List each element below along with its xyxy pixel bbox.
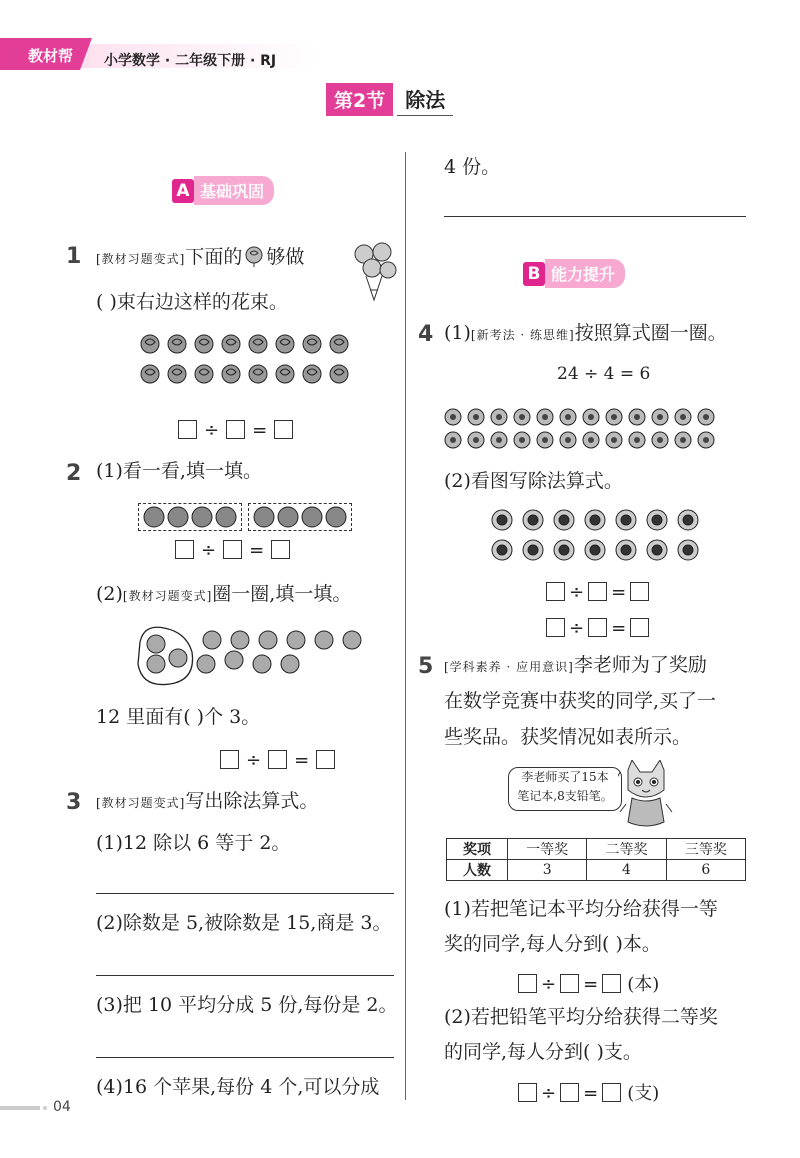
answer-box[interactable] [518,1083,537,1102]
q5-number: 5 [418,654,434,679]
dashed-group [138,503,242,531]
q4-equation-1: ÷ = [546,582,649,603]
table-header-cell: 奖项 [447,839,508,860]
rose-icon [165,333,190,357]
q3-part4-continued: 4 份。 [444,156,501,178]
section-name: 除法 [397,82,453,116]
q5-part2-a: (2)若把铅笔平均分给获得二等奖 [444,1006,718,1028]
rose-icon [246,333,271,357]
bubble-line2: 笔记本,8支铅笔。 [517,789,613,803]
q4-equation-2: ÷ = [546,618,649,639]
q1-tag: [教材习题变式] [96,252,186,266]
answer-box[interactable] [560,974,579,993]
answer-box[interactable] [178,420,197,439]
roses-grid [138,333,352,387]
table-cell: 3 [508,860,587,881]
q5-equation-2: ÷ = (支) [518,1079,659,1105]
section-a-title: 基础巩固 [194,176,274,205]
peach-icon [143,506,165,528]
q5-line2: 在数学竞赛中获奖的同学,买了一 [444,690,717,712]
q4-formula: 24 ÷ 4 = 6 [557,364,651,384]
bouquet-icon [350,240,398,304]
answer-box[interactable] [268,750,287,769]
q5-part1-a: (1)若把笔记本平均分给获得一等 [444,898,718,920]
section-a-badge [172,176,274,205]
q2-equation-2: ÷ = [220,750,335,771]
q3-part2: (2)除数是 5,被除数是 15,商是 3。 [96,912,392,934]
q1-number: 1 [66,244,82,269]
peach-icon [215,506,237,528]
rose-icon [273,333,298,357]
rose-icon [138,363,163,387]
q2-equation-1: ÷ = [175,540,290,561]
answer-box[interactable] [271,540,290,559]
peach-icon [253,506,275,528]
peach-icon [277,506,299,528]
answer-line[interactable] [96,1057,394,1058]
peach-icon [301,506,323,528]
q1-text-a: 下面的 [185,246,243,268]
q5-line3: 些奖品。获奖情况如表所示。 [444,726,692,748]
awards-table [446,838,746,881]
section-a-letter: A [172,179,194,203]
q5-equation-1: ÷ = (本) [518,970,659,996]
peach-icon [325,506,347,528]
bubble-line1: 李老师买了15本 [521,770,609,784]
footer-dot [43,1106,47,1110]
header-bar [0,38,318,70]
book-subtitle: 小学数学 · 二年级下册 · RJ [104,53,277,69]
q1-line1 [96,245,304,267]
answer-line[interactable] [96,975,394,976]
q5-tag: [学科素养 · 应用意识] [444,660,574,674]
rose-icon [192,333,217,357]
q1-line2: ( )束右边这样的花束。 [96,291,288,313]
q4-tag: [新考法 · 练思维] [470,328,575,342]
peaches-groups [138,503,352,531]
rose-icon [246,363,271,387]
q3-part4: (4)16 个苹果,每份 4 个,可以分成 [96,1076,380,1098]
rose-icon [138,333,163,357]
rose-icon [219,363,244,387]
table-row-label: 人数 [447,860,508,881]
rose-icon [327,363,352,387]
q3-number: 3 [66,790,82,815]
rose-icon [192,363,217,387]
answer-box[interactable] [274,420,293,439]
q4-part1: (1)[新考法 · 练思维]按照算式圈一圈。 [444,322,727,344]
rose-icon [300,363,325,387]
dashed-group [248,503,352,531]
section-b-letter: B [523,262,545,286]
rose-icon [219,333,244,357]
answer-box[interactable] [602,1083,621,1102]
answer-line[interactable] [444,216,746,217]
answer-box[interactable] [602,974,621,993]
table-cell: 6 [666,860,745,881]
table-header-cell: 二等奖 [587,839,666,860]
q2-part2: (2)[教材习题变式]圈一圈,填一填。 [96,583,352,605]
rose-icon [165,363,190,387]
q3-part3: (3)把 10 平均分成 5 份,每份是 2。 [96,994,398,1016]
flower-row-1 [445,409,714,425]
table-header-cell: 一等奖 [508,839,587,860]
q1-text-b: 够做 [266,246,305,268]
q3-tag: [教材习题变式] [96,796,186,810]
q3-part1: (1)12 除以 6 等于 2。 [96,832,291,854]
q4-part2: (2)看图写除法算式。 [444,470,623,492]
answer-box[interactable] [546,582,565,601]
column-divider [405,152,406,1100]
q5-part2-b: 的同学,每人分到( )支。 [444,1041,642,1063]
answer-line[interactable] [96,893,394,894]
section-label: 第2节 [326,83,393,116]
answer-box[interactable] [220,750,239,769]
q2-tag: [教材习题变式] [122,589,213,603]
q4-number: 4 [418,322,434,347]
unit-label: (本) [627,974,660,995]
table-row [447,860,746,881]
rose-icon [327,333,352,357]
sunflowers-grid [488,508,708,566]
answer-box[interactable] [630,618,649,637]
answer-box[interactable] [560,1083,579,1102]
section-b-badge [523,259,625,288]
page-number: 04 [53,1099,71,1115]
answer-box[interactable] [223,540,242,559]
answer-box[interactable] [546,618,565,637]
peach-icon [167,506,189,528]
brand-label: 教材帮 [28,47,74,65]
footer-bar [0,1106,40,1110]
flowers-grid [442,406,732,452]
answer-box[interactable] [316,750,335,769]
answer-box[interactable] [175,540,194,559]
q3-title: [教材习题变式]写出除法算式。 [96,790,319,812]
q2-fill-line: 12 里面有( )个 3。 [96,706,261,728]
table-cell: 4 [587,860,666,881]
fox-teacher-icon [618,760,674,832]
rose-icon [273,363,298,387]
answer-box[interactable] [588,618,607,637]
q5-line1: [学科素养 · 应用意识]李老师为了奖励 [444,654,707,676]
answer-box[interactable] [226,420,245,439]
answer-box[interactable] [630,582,649,601]
speech-bubble [508,767,622,811]
answer-box[interactable] [588,582,607,601]
q2-number: 2 [66,461,82,486]
peach-icon [191,506,213,528]
rose-icon [242,245,266,267]
flower-row-2 [445,432,714,448]
q1-equation: ÷ = [178,420,293,441]
section-b-title: 能力提升 [545,259,625,288]
answer-box[interactable] [518,974,537,993]
rose-icon [300,333,325,357]
unit-label: (支) [627,1083,660,1104]
table-header-row [447,839,746,860]
q2-part1: (1)看一看,填一填。 [96,460,262,482]
table-header-cell: 三等奖 [666,839,745,860]
q5-part1-b: 奖的同学,每人分到( )本。 [444,933,661,955]
section-title [326,84,453,116]
oranges-picture [134,622,366,692]
